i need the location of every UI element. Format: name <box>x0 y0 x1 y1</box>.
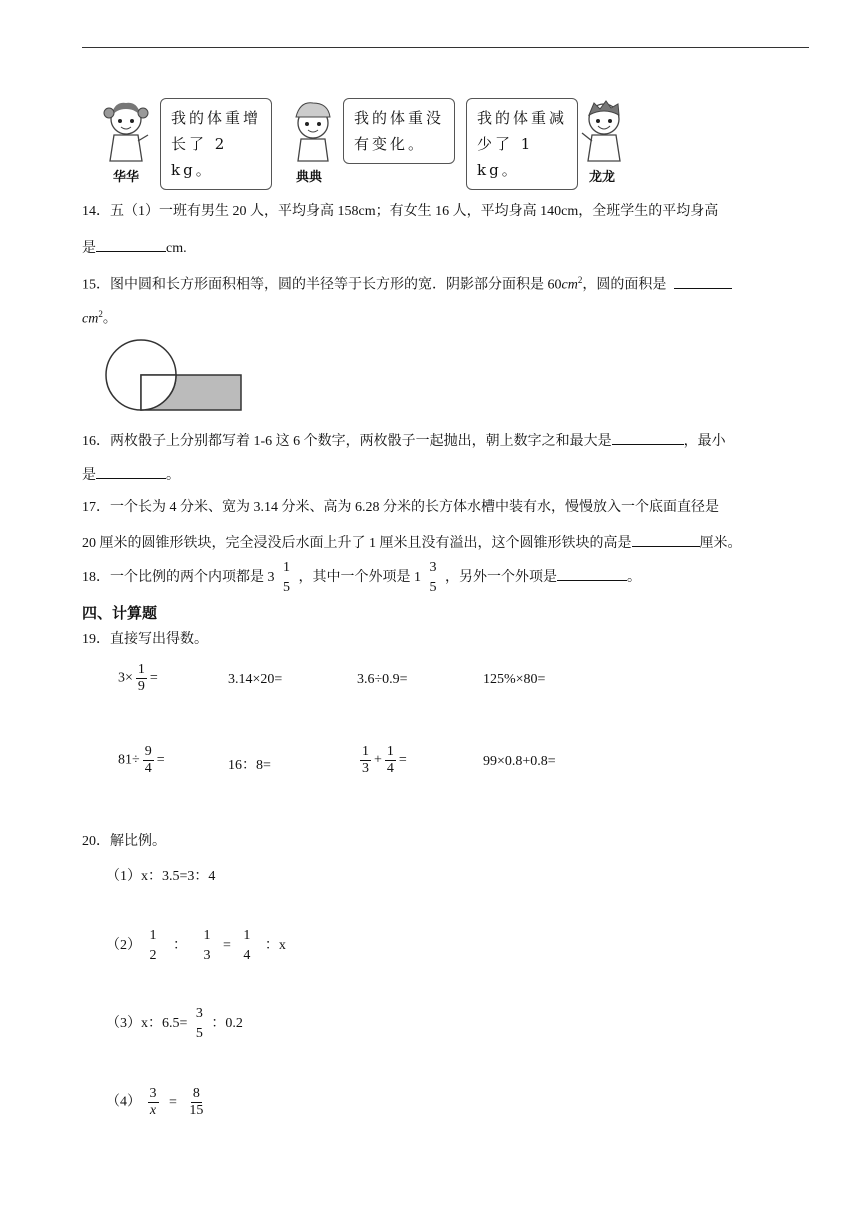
question-17-line2: 20 厘米的圆锥形铁块，完全浸没后水面上升了 1 厘米且没有溢出，这个圆锥形铁块的高是 厘米。 <box>82 532 742 554</box>
question-16: 16．两枚骰子上分别都写着 1-6 这 6 个数字，两枚骰子一起抛出，朝上数字之和最大是 ，最小 <box>82 430 726 452</box>
proportion-2: （2） 1 2 ： 1 3 = 1 4 ：x <box>106 928 286 963</box>
bubble-text: 我的体重没 <box>354 109 445 127</box>
question-19-title: 19．直接写出得数。 <box>82 632 208 647</box>
circle-rectangle-figure <box>100 338 250 416</box>
boy-longlong-icon <box>578 95 630 163</box>
question-18: 18．一个比例的两个内项都是 3 1 5 ，其中一个外项是 1 3 5 ，另外一个外项是 。 <box>82 560 641 595</box>
answer-blank[interactable] <box>674 274 732 289</box>
calc-item: 16：8= <box>228 758 271 773</box>
header-rule <box>82 47 809 48</box>
calc-item: 125%×80= <box>483 672 546 687</box>
calc-item: 81÷ $\frac{9}{4}$ = <box>118 744 165 776</box>
answer-blank[interactable] <box>96 237 166 252</box>
girl-huahua-icon <box>100 95 152 163</box>
bubble-text: 少了 1 kg。 <box>477 135 534 179</box>
calc-item: 3.6÷0.9= <box>357 672 408 687</box>
question-14: 14．五（1）一班有男生 20 人，平均身高 158cm；有女生 16 人，平均身高 140cm，全班学生的平均身高 <box>82 204 719 219</box>
question-17: 17．一个长为 4 分米、宽为 3.14 分米、高为 6.28 分米的长方体水槽中装有水，慢慢放入一个底面直径是 <box>82 500 719 515</box>
name-diandian: 典典 <box>296 170 323 185</box>
bubble-text: 我的体重减 <box>477 109 568 127</box>
answer-blank[interactable] <box>557 566 627 581</box>
boy-diandian-icon <box>288 97 338 163</box>
question-15: 15．图中圆和长方形面积相等，圆的半径等于长方形的宽．阴影部分面积是 $60cm^2$，圆的面积是 <box>82 270 732 296</box>
question-15-line2: $cm^2$。 <box>82 309 117 327</box>
speech-bubble-huahua <box>160 98 272 190</box>
question-16-line2: 是 。 <box>82 464 180 486</box>
bubble-text: 我的体重增 <box>171 109 262 127</box>
proportion-3: （3）x：6.5= 3 5 ：0.2 <box>106 1006 243 1041</box>
calc-item: 99×0.8+0.8= <box>483 754 556 769</box>
proportion-4: （4） $\frac{3}{x}$ = $\frac{8}{15}$ <box>106 1086 204 1118</box>
question-20-title: 20．解比例。 <box>82 834 166 849</box>
calc-item: $\frac{1}{3}$ + $\frac{1}{4}$ = <box>362 744 407 776</box>
calc-item: 3× $\frac{1}{9}$ = <box>118 662 158 694</box>
speech-bubble-longlong <box>466 98 578 190</box>
answer-blank[interactable] <box>96 464 166 479</box>
speech-bubble-diandian <box>343 98 455 164</box>
question-14-line2: 是 cm. <box>82 237 187 259</box>
name-longlong: 龙龙 <box>589 170 616 185</box>
name-huahua: 华华 <box>113 170 140 185</box>
bubble-text: 有变化。 <box>354 135 427 153</box>
calc-item: 3.14×20= <box>228 672 283 687</box>
bubble-text: 长了 2 kg。 <box>171 135 228 179</box>
proportion-1: （1）x：3.5=3：4 <box>106 869 216 884</box>
section-heading-calculation: 四、计算题 <box>82 604 158 622</box>
answer-blank[interactable] <box>612 430 684 445</box>
answer-blank[interactable] <box>632 532 700 547</box>
